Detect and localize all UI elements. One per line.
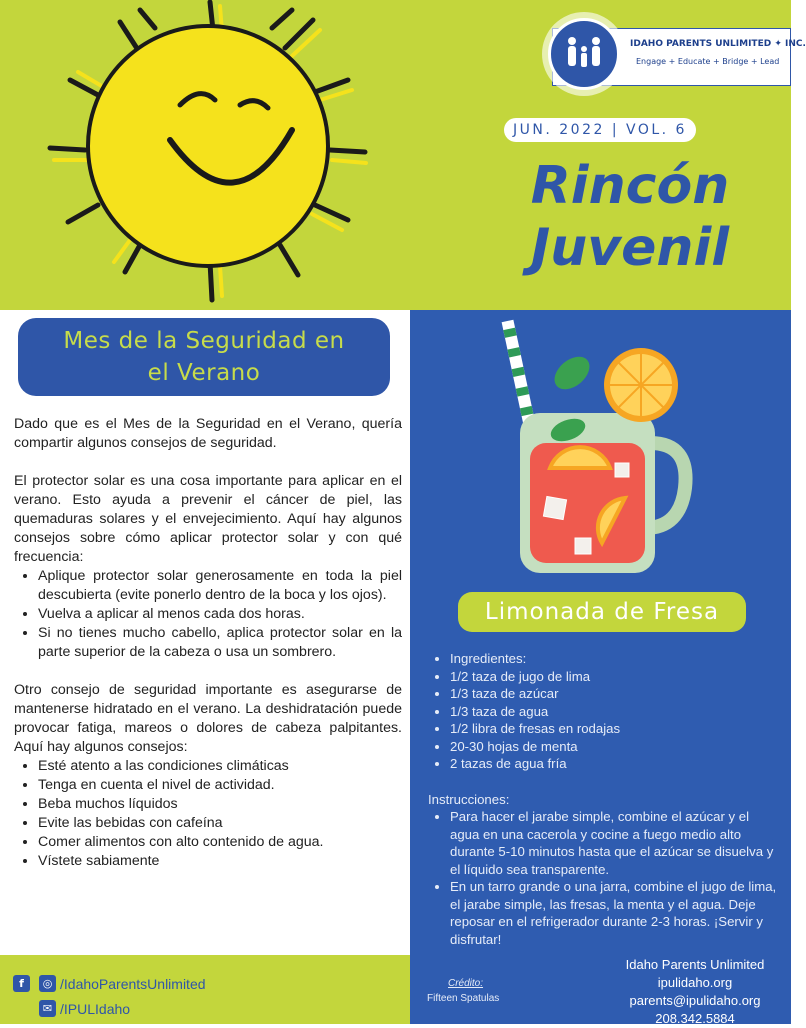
smiling-sun-illustration bbox=[30, 0, 390, 300]
hydration-tips-list bbox=[38, 757, 402, 871]
issue-badge: JUN. 2022 | VOL. 6 bbox=[504, 118, 696, 142]
instagram-icon[interactable]: ◎ bbox=[39, 975, 56, 992]
list-item: • En un tarro grande o una jarra, combine el jugo de lima, el jarabe simple, las fresas, la menta y el agua. Deje reposar en el refrigerador durante 2-3 horas. ¡Servir y disfrutar! bbox=[450, 878, 778, 948]
credit-value: Fifteen Spatulas bbox=[427, 993, 500, 1004]
list-item: • 1/3 taza de azúcar bbox=[450, 685, 778, 703]
credit-label: Crédito: bbox=[448, 978, 484, 989]
list-item: • Vuelva a aplicar al menos cada dos horas. bbox=[38, 605, 402, 624]
contact-phone: 208.342.5884 bbox=[655, 1011, 735, 1026]
recipe-title: Limonada de Fresa bbox=[458, 592, 746, 632]
list-item: • 1/2 taza de jugo de lima bbox=[450, 668, 778, 686]
article-heading: Mes de la Seguridad en el Verano bbox=[18, 318, 390, 396]
iroquois-icon: ✦ bbox=[774, 39, 782, 49]
list-item: • 2 tazas de agua fría bbox=[450, 755, 778, 773]
facebook-instagram-handle[interactable]: /IdahoParentsUnlimited bbox=[60, 976, 206, 992]
list-item: • Comer alimentos con alto contenido de agua. bbox=[38, 833, 402, 852]
ingredients-label: • Ingredientes: bbox=[450, 650, 778, 668]
list-item: • Esté atento a las condiciones climáticas bbox=[38, 757, 402, 776]
hydration-paragraph: Otro consejo de seguridad importante es asegurarse de mantenerse hidratado en el verano. La deshidratación puede provocar fatiga, mareos o dolores de cabeza palpitantes. Aquí hay algunos consejos: bbox=[14, 682, 402, 755]
title-line-2: Juvenil bbox=[530, 218, 730, 278]
list-item: • 1/3 taza de agua bbox=[450, 703, 778, 721]
list-item: • Aplique protector solar generosamente en toda la piel descubierta (evite ponerlo dentro de la boca y los ojos). bbox=[38, 567, 402, 605]
facebook-icon[interactable]: f bbox=[13, 975, 30, 992]
family-logo-icon bbox=[548, 18, 620, 90]
contact-block bbox=[610, 956, 780, 1028]
newsletter-title bbox=[480, 155, 780, 279]
contact-website[interactable]: ipulidaho.org bbox=[657, 975, 733, 990]
org-name: IDAHO PARENTS UNLIMITED ✦ INC. bbox=[630, 39, 806, 49]
contact-email[interactable]: parents@ipulidaho.org bbox=[629, 993, 761, 1008]
sunscreen-paragraph: El protector solar es una cosa importante para aplicar en el verano. Esto ayuda a prevenir el cáncer de piel, las quemaduras solares y el envejecimiento. Aquí hay algunos consejos sobre cómo aplicar protector solar y con qué frecuencia: bbox=[14, 473, 402, 565]
list-item: • Tenga en cuenta el nivel de actividad. bbox=[38, 776, 402, 795]
list-item: • 20-30 hojas de menta bbox=[450, 738, 778, 756]
list-item: • Si no tienes mucho cabello, aplica protector solar en la parte superior de la cabeza o usa un sombrero. bbox=[38, 624, 402, 662]
list-item: • Beba muchos líquidos bbox=[38, 795, 402, 814]
instructions-label: Instrucciones: bbox=[428, 791, 510, 807]
ingredients-list bbox=[450, 650, 778, 773]
contact-name: Idaho Parents Unlimited bbox=[625, 957, 765, 972]
recipe-body bbox=[428, 650, 778, 948]
org-tagline: Engage + Educate + Bridge + Lead bbox=[636, 57, 780, 66]
list-item: • Vístete sabiamente bbox=[38, 852, 402, 871]
article-body bbox=[14, 415, 402, 871]
sunscreen-tips-list bbox=[38, 567, 402, 662]
twitter-handle[interactable]: /IPULIdaho bbox=[60, 1001, 131, 1017]
strawberry-lemonade-jar-illustration bbox=[490, 318, 700, 580]
instructions-list bbox=[450, 808, 778, 948]
twitter-icon[interactable]: ✉ bbox=[39, 1000, 56, 1017]
intro-paragraph: Dado que es el Mes de la Seguridad en el Verano, quería compartir algunos consejos de seguridad. bbox=[14, 416, 402, 451]
title-line-1: Rincón bbox=[530, 156, 730, 216]
list-item: • Evite las bebidas con cafeína bbox=[38, 814, 402, 833]
list-item: • Para hacer el jarabe simple, combine el azúcar y el agua en una cacerola y cocine a fuego medio alto durante 5-10 minutos hasta que el azúcar se disuelva y el líquido sea transparente. bbox=[450, 808, 778, 878]
list-item: • 1/2 libra de fresas en rodajas bbox=[450, 720, 778, 738]
